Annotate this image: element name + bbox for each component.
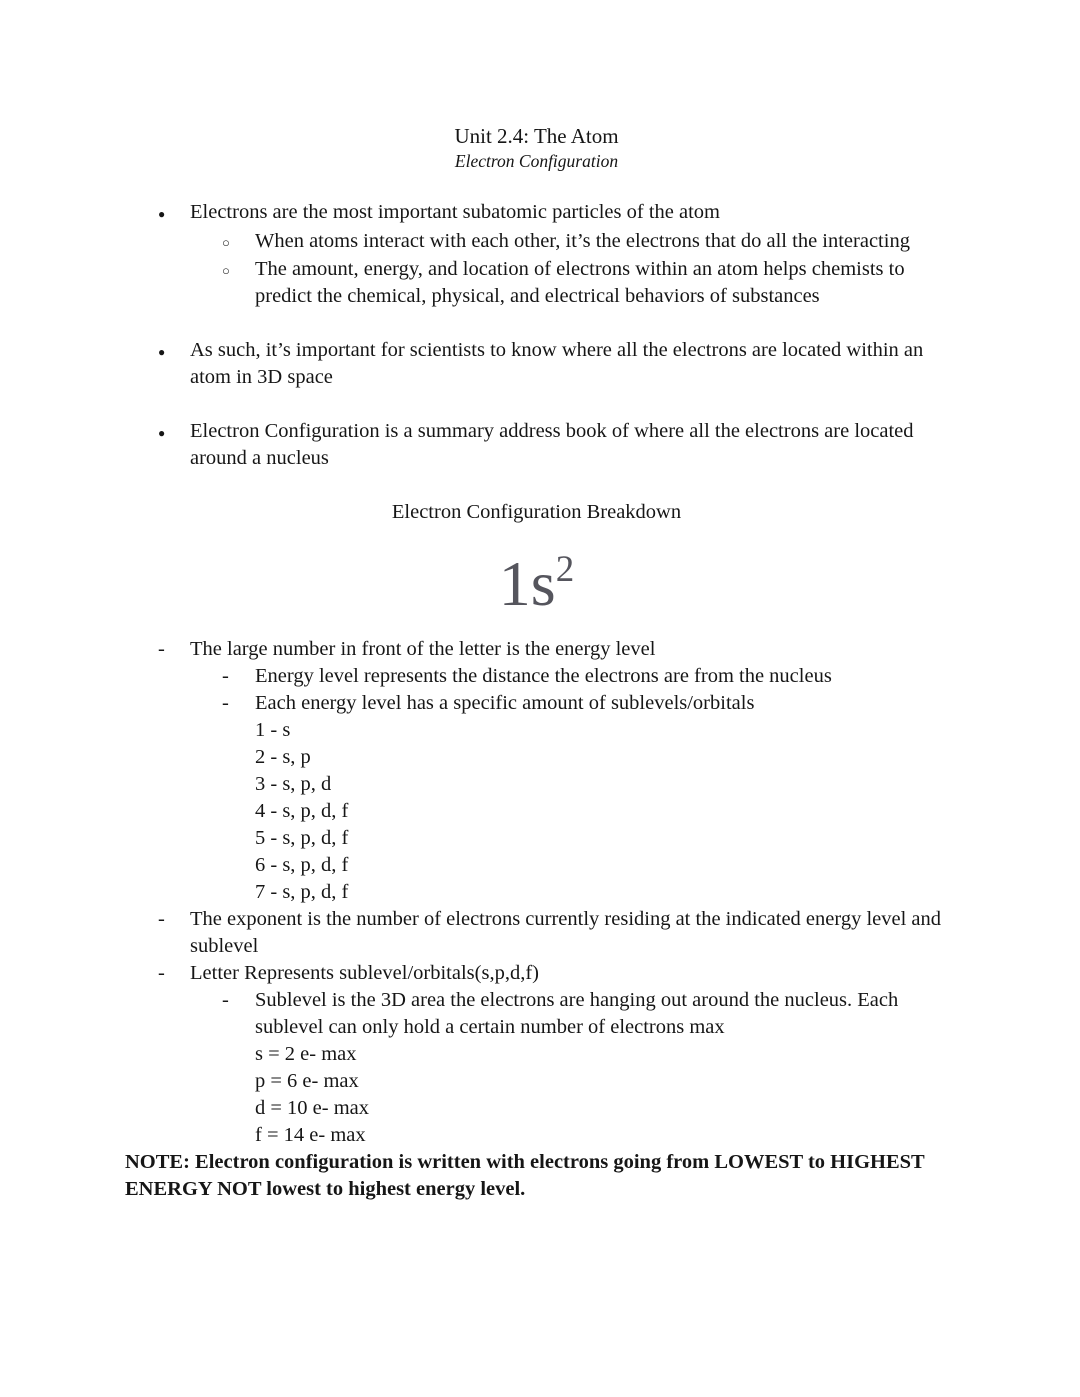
sub-bullet-item (222, 228, 948, 256)
dash-text: The large number in front of the letter is the energy level (190, 638, 656, 660)
energy-level-line: 6 - s, p, d, f (255, 854, 349, 876)
dash-sub-item (222, 987, 948, 1041)
note-text: NOTE: Electron configuration is written with electrons going from LOWEST to HIGHEST ENERGY NOT lowest to highest energy level. (125, 1151, 925, 1200)
page-subtitle: Electron Configuration (454, 151, 619, 171)
sub-bullet-text: When atoms interact with each other, it’s the electrons that do all the interacting (255, 230, 910, 252)
bullet-group-1 (125, 199, 948, 310)
dash-text: Letter Represents sublevel/orbitals(s,p,d,f) (190, 962, 539, 984)
bullet-item (158, 337, 948, 391)
dash-text: Each energy level has a specific amount of sublevels/orbitals (255, 692, 755, 714)
circle-marker-icon: ○ (222, 263, 230, 278)
bullet-text: Electron Configuration is a summary address book of where all the electrons are located around a nucleus (190, 420, 914, 469)
max-electrons-line: f = 14 e- max (255, 1124, 366, 1146)
energy-level-line: 3 - s, p, d (255, 773, 332, 795)
energy-level-line: 4 - s, p, d, f (255, 800, 349, 822)
bullet-item (158, 199, 948, 228)
intro-section (125, 199, 948, 472)
bullet-marker-icon: ● (158, 207, 166, 221)
electron-configuration-formula (125, 534, 948, 620)
bullet-item (158, 418, 948, 472)
max-electrons-line: p = 6 e- max (255, 1070, 359, 1092)
dash-sub-item (222, 690, 948, 717)
max-electrons-line: d = 10 e- max (255, 1097, 370, 1119)
dash-text: Energy level represents the distance the electrons are from the nucleus (255, 665, 832, 687)
dash-marker: - (158, 638, 165, 660)
dash-marker: - (222, 665, 229, 687)
dash-marker: - (222, 692, 229, 714)
dash-item (158, 960, 948, 987)
dash-item (158, 906, 948, 960)
circle-marker-icon: ○ (222, 235, 230, 250)
sub-bullet-text: The amount, energy, and location of electrons within an atom helps chemists to predict the chemical, physical, and electrical behaviors of substances (255, 258, 905, 307)
page-title: Unit 2.4: The Atom (454, 124, 619, 148)
bullet-marker-icon: ● (158, 345, 166, 359)
title-block (125, 124, 948, 173)
energy-level-line: 1 - s (255, 719, 291, 741)
energy-level-line: 2 - s, p (255, 746, 311, 768)
formula-exponent: 2 (555, 549, 575, 590)
dash-marker: - (158, 908, 165, 930)
dash-marker: - (222, 989, 229, 1011)
breakdown-heading: Electron Configuration Breakdown (391, 501, 682, 523)
bullet-group-3 (125, 418, 948, 472)
bullet-marker-icon: ● (158, 426, 166, 440)
max-electrons-line: s = 2 e- max (255, 1043, 357, 1065)
dash-text: The exponent is the number of electrons currently residing at the indicated energy level and sublevel (190, 908, 942, 957)
bullet-group-2 (125, 337, 948, 391)
energy-level-line: 7 - s, p, d, f (255, 881, 349, 903)
breakdown-details (125, 636, 948, 1149)
dash-text: Sublevel is the 3D area the electrons are hanging out around the nucleus. Each sublevel can only hold a certain number of electrons max (255, 989, 899, 1038)
dash-item (158, 636, 948, 663)
sub-bullet-item (222, 256, 948, 310)
bullet-text: Electrons are the most important subatomic particles of the atom (190, 201, 720, 223)
dash-marker: - (158, 962, 165, 984)
energy-level-line: 5 - s, p, d, f (255, 827, 349, 849)
formula-base: 1s (498, 548, 556, 619)
dash-sub-item (222, 663, 948, 690)
bullet-text: As such, it’s important for scientists to know where all the electrons are located within an atom in 3D space (190, 339, 924, 388)
